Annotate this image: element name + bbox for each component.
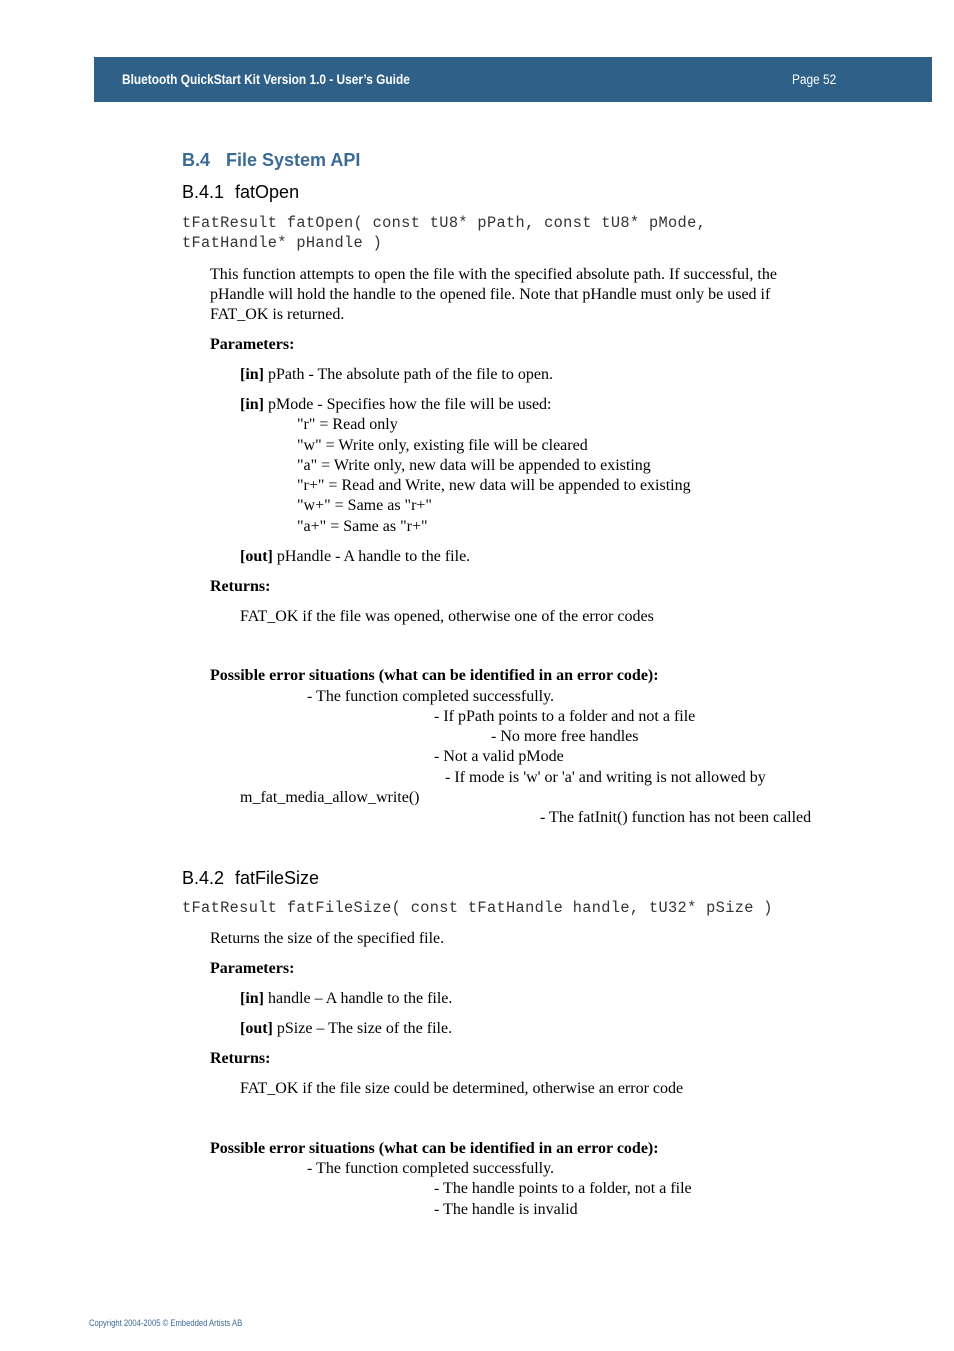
parameter-text: handle – A handle to the file. xyxy=(264,990,453,1007)
error-item: - The handle points to a folder, not a file xyxy=(434,1180,692,1197)
parameter-direction: [in] xyxy=(240,396,264,413)
mode-item: "a" = Write only, new data will be appended to existing xyxy=(297,457,651,474)
parameter-direction: [in] xyxy=(240,366,264,383)
error-item: - Not a valid pMode xyxy=(434,748,564,765)
returns-label: Returns: xyxy=(210,578,271,595)
mode-item: "a+" = Same as "r+" xyxy=(297,518,428,535)
error-item: - The function completed successfully. xyxy=(307,1160,555,1177)
page-number: Page 52 xyxy=(792,72,837,87)
parameter-text: pPath - The absolute path of the file to open. xyxy=(264,366,553,383)
parameter-direction: [out] xyxy=(240,1020,273,1037)
parameter-item xyxy=(240,1019,452,1039)
function-signature: tFatResult fatFileSize( const tFatHandle handle, tU32* pSize ) xyxy=(182,899,773,917)
mode-item: "w" = Write only, existing file will be cleared xyxy=(297,437,588,454)
section-heading xyxy=(182,150,360,171)
error-item: m_fat_media_allow_write() xyxy=(240,789,420,806)
error-item: - If mode is 'w' or 'a' and writing is not allowed by xyxy=(445,769,766,786)
parameter-text: pHandle - A handle to the file. xyxy=(272,548,471,565)
error-item: - The function completed successfully. xyxy=(307,688,555,705)
copyright-footer: Copyright 2004-2005 © Embedded Artists AB xyxy=(89,1318,243,1328)
parameter-item xyxy=(240,547,470,567)
error-item: - If pPath points to a folder and not a file xyxy=(434,708,696,725)
subsection-title: fatFileSize xyxy=(235,868,320,888)
parameter-item xyxy=(240,989,452,1009)
description-line: pHandle will hold the handle to the opened file. Note that pHandle must only be used if xyxy=(210,286,771,303)
document-title: Bluetooth QuickStart Kit Version 1.0 - User’s Guide xyxy=(122,72,410,87)
parameter-item xyxy=(240,395,552,415)
subsection-heading-fatopen xyxy=(182,182,299,203)
returns-text: FAT_OK if the file was opened, otherwise one of the error codes xyxy=(240,608,654,625)
errors-label: Possible error situations (what can be identified in an error code): xyxy=(210,1140,659,1157)
parameter-text: pSize – The size of the file. xyxy=(272,1020,453,1037)
mode-item: "r" = Read only xyxy=(297,416,398,433)
page-header xyxy=(94,57,932,102)
parameter-direction: [in] xyxy=(240,990,264,1007)
description-line: Returns the size of the specified file. xyxy=(210,930,445,947)
section-number: B.4 xyxy=(182,150,211,170)
subsection-heading-fatfilesize xyxy=(182,868,319,889)
returns-text: FAT_OK if the file size could be determined, otherwise an error code xyxy=(240,1080,684,1097)
description-line: FAT_OK is returned. xyxy=(210,306,345,323)
description-line: This function attempts to open the file with the specified absolute path. If successful, the xyxy=(210,266,777,283)
parameter-item xyxy=(240,365,553,385)
section-title: File System API xyxy=(226,150,361,170)
parameters-label: Parameters: xyxy=(210,336,295,353)
parameter-text: pMode - Specifies how the file will be used: xyxy=(264,396,552,413)
parameter-direction: [out] xyxy=(240,548,273,565)
subsection-title: fatOpen xyxy=(235,182,300,202)
mode-item: "w+" = Same as "r+" xyxy=(297,497,432,514)
subsection-number: B.4.1 xyxy=(182,182,225,202)
errors-label: Possible error situations (what can be identified in an error code): xyxy=(210,667,659,684)
subsection-number: B.4.2 xyxy=(182,868,225,888)
parameters-label: Parameters: xyxy=(210,960,295,977)
returns-label: Returns: xyxy=(210,1050,271,1067)
error-item: - No more free handles xyxy=(491,728,639,745)
function-signature-line2: tFatHandle* pHandle ) xyxy=(182,234,383,252)
error-item: - The fatInit() function has not been called xyxy=(540,809,812,826)
function-signature-line1: tFatResult fatOpen( const tU8* pPath, const tU8* pMode, xyxy=(182,214,707,232)
error-item: - The handle is invalid xyxy=(434,1201,578,1218)
mode-item: "r+" = Read and Write, new data will be appended to existing xyxy=(297,477,691,494)
